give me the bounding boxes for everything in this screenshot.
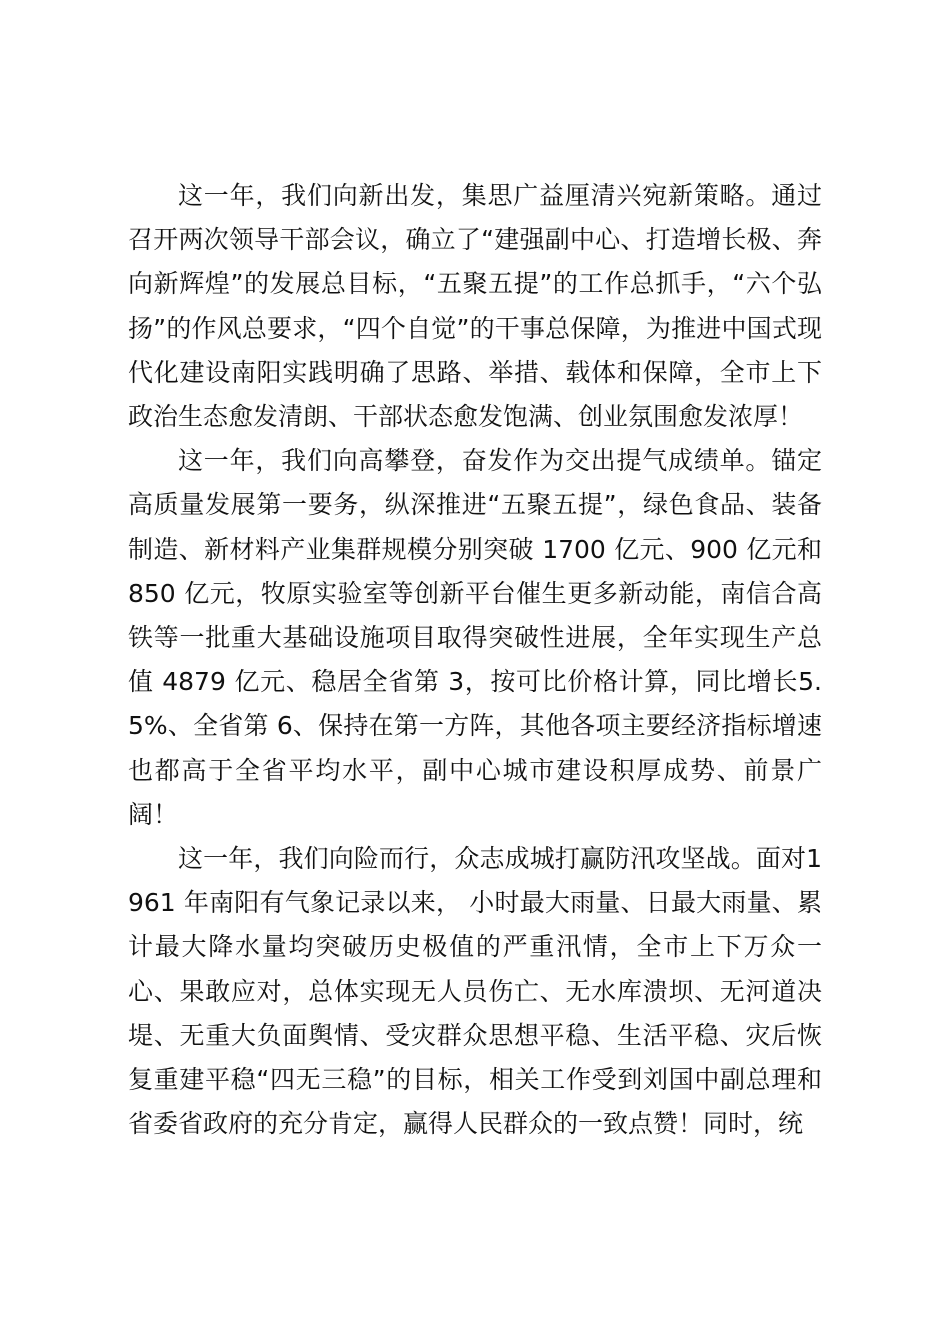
paragraph-flood-fight: 这一年，我们向险而行，众志成城打赢防汛攻坚战。面对1961 年南阳有气象记录以来， 小时最大雨量、日最大雨量、累计最大降水量均突破历史极值的严重汛情，全市上下万众一心、果敢应对，总体实现无人员伤亡、无水库溃坝、无河道决堤、无重大负面舆情、受灾群众思想平稳、生活平稳、灾后恢复重建平稳“四无三稳”的目标，相关工作受到刘国中副总理和省委省政府的充分肯定，赢得人民群众的一致点赞！同时，统 — [128, 844, 822, 1139]
document-body — [128, 174, 822, 1146]
paragraph-high-climb: 这一年，我们向高攀登，奋发作为交出提气成绩单。锚定高质量发展第一要务，纵深推进“五聚五提”，绿色食品、装备制造、新材料产业集群规模分别突破 1700 亿元、900 亿元和850 亿元，牧原实验室等创新平台催生更多新动能，南信合高铁等一批重大基础设施项目取得突破性进展，全年实现生产总值 4879 亿元、稳居全省第 3，按可比价格计算，同比增长5.5%、全省第 6、保持在第一方阵，其他各项主要经济指标增速也都高于全省平均水平，副中心城市建设积厚成势、前景广阔！ — [128, 446, 822, 829]
paragraph-new-start: 这一年，我们向新出发，集思广益厘清兴宛新策略。通过召开两次领导干部会议，确立了“建强副中心、打造增长极、奔向新辉煌”的发展总目标，“五聚五提”的工作总抓手，“六个弘扬”的作风总要求，“四个自觉”的干事总保障，为推进中国式现代化建设南阳实践明确了思路、举措、载体和保障，全市上下政治生态愈发清朗、干部状态愈发饱满、创业氛围愈发浓厚！ — [128, 181, 822, 432]
